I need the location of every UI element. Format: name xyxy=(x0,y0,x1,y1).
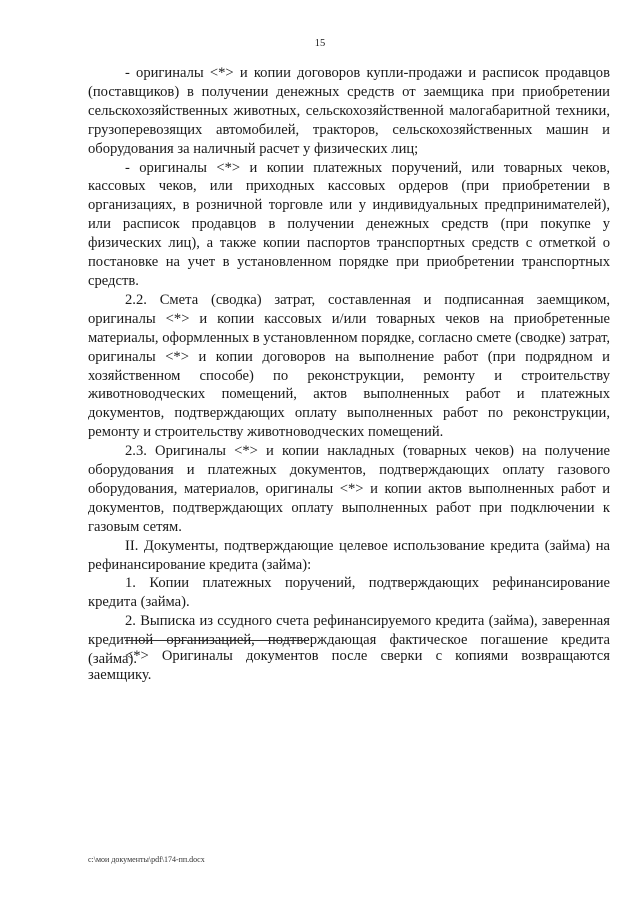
footnote-separator xyxy=(125,640,308,641)
paragraph-ii-1-payment-orders: 1. Копии платежных поручений, подтверждающих рефинансирование кредита (займа). xyxy=(88,575,610,611)
document-body xyxy=(88,64,610,669)
footnote-text: <*> Оригиналы документов после сверки с копиями возвращаются заемщику. xyxy=(88,648,610,683)
paragraph-originals-payment: - оригиналы <*> и копии платежных поручений, или товарных чеков, кассовых чеков, или приходных кассовых ордеров (при приобретении в организациях, в розничной торговле или у индивидуальных предпринимателей), или расписок продавцов в получении денежных средств (при покупке у физических лиц), а также копии паспортов транспортных средств с отметкой о постановке на учет в установленном порядке при приобретении транспортных средств. xyxy=(88,159,610,289)
page-number: 15 xyxy=(314,38,326,49)
paragraph-originals-purchase: - оригиналы <*> и копии договоров купли-продажи и расписок продавцов (поставщиков) в получении денежных средств от заемщика при приобретении сельскохозяйственных животных, сельскохозяйственной малогабаритной техники, грузоперевозящих автомобилей, тракторов, сельскохозяйственных машин и оборудования за наличный расчет у физических лиц; xyxy=(88,65,610,157)
paragraph-2-3-invoices: 2.3. Оригиналы <*> и копии накладных (товарных чеков) на получение оборудования и платежных документов, подтверждающих оплату газового оборудования, материалов, оригиналы <*> и копии актов выполненных работ и документов, подтверждающих оплату выполненных работ при подключении к газовым сетям. xyxy=(88,443,610,535)
footnote xyxy=(88,647,610,685)
paragraph-ii-2-account-statement: 2. Выписка из ссудного счета рефинансируемого кредита (займа), заверенная кредитной организацией, подтверждающая фактическое погашение кредита (займа). xyxy=(88,613,610,668)
section-ii-heading: II. Документы, подтверждающие целевое использование кредита (займа) на рефинансирование кредита (займа): xyxy=(88,537,610,573)
file-path-footer: c:\мои документы\pdf\174-пп.docx xyxy=(88,855,205,864)
paragraph-2-2-estimate: 2.2. Смета (сводка) затрат, составленная и подписанная заемщиком, оригиналы <*> и копии кассовых и/или товарных чеков на приобретенные материалы, оформленных в установленном порядке, согласно смете (сводке) затрат, оригиналы <*> и копии договоров на выполнение работ (при подрядном и хозяйственном способе) по реконструкции, ремонту и строительству животноводческих помещений, актов выполненных работ и платежных документов, подтверждающих оплату выполненных работ по реконструкции, ремонту и строительству животноводческих помещений. xyxy=(88,291,610,441)
